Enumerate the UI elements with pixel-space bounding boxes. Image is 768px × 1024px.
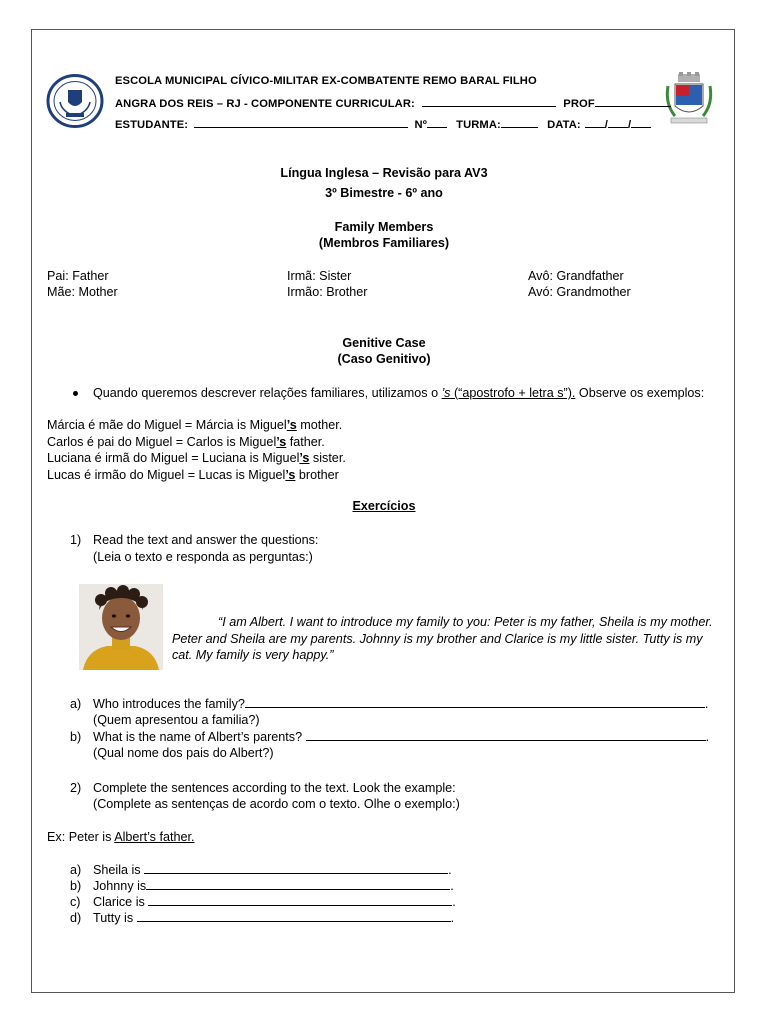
worksheet-subtitle: 3º Bimestre - 6º ano [325,186,443,200]
item-a-field[interactable] [144,863,448,874]
example-line: Márcia é mãe do Miguel = Márcia is Miguel’s mother. [47,418,343,432]
prof-label: PROF [563,98,595,110]
vocab-sister: Irmã: Sister [287,269,352,283]
item-c-field[interactable] [148,895,452,906]
item-a-label: a) [70,863,82,877]
question-b-translation: (Qual nome dos pais do Albert?) [93,746,274,760]
date-year-field[interactable] [631,117,651,128]
example-sentence: Ex: Peter is Albert’s father. [47,830,195,844]
worksheet-title: Língua Inglesa – Revisão para AV3 [280,166,488,180]
student-label: ESTUDANTE: [115,119,189,131]
item-a: Sheila is . [93,863,452,877]
item-b-field[interactable] [146,879,450,890]
question-b: What is the name of Albert’s parents? . [93,730,710,744]
item-b-label: b) [70,879,82,893]
question-1-number: 1) [70,533,82,547]
school-name: ESCOLA MUNICIPAL CÍVICO-MILITAR EX-COMBATENTE REMO BARAL FILHO [115,75,537,87]
boy-photo [79,584,163,670]
story-line: Peter and Sheila are my parents. Johnny is my brother and Clarice is my little sister. Tutty is my [172,632,703,646]
question-1-text: Read the text and answer the questions: [93,533,319,547]
item-c-label: c) [70,895,81,909]
question-a-text: Who introduces the family? [93,697,245,711]
question-a: Who introduces the family? . [93,697,709,711]
genitive-rule: Quando queremos descrever relações familiares, utilizamos o ’s (“apostrofo + letra s”). Observe os exemplos: [93,386,705,400]
date-label: DATA: [547,119,581,131]
example-line: Lucas é irmão do Miguel = Lucas is Miguel’s brother [47,468,339,482]
story-line: cat. My family is very happy.” [172,648,334,662]
vocab-mother: Mãe: Mother [47,285,118,299]
prof-field[interactable] [595,96,671,107]
vocab-brother: Irmão: Brother [287,285,368,299]
story-line: “I am Albert. I want to introduce my family to you: Peter is my father, Sheila is my mother. [218,615,713,629]
student-line: ESTUDANTE: Nº TURMA: DATA: / / [115,117,651,131]
answer-b-field[interactable] [306,730,706,741]
genitive-heading: Genitive Case [342,336,426,350]
item-d-label: d) [70,911,82,925]
date-day-field[interactable] [585,117,605,128]
item-b: Johnny is . [93,879,454,893]
question-2-number: 2) [70,781,82,795]
item-d: Tutty is . [93,911,455,925]
item-d-field[interactable] [137,911,451,922]
date-month-field[interactable] [608,117,628,128]
family-heading: Family Members [334,220,434,234]
school-seal-logo [46,74,104,128]
student-field[interactable] [194,117,408,128]
class-label: TURMA: [456,119,501,131]
genitive-subheading: (Caso Genitivo) [337,352,431,366]
vocab-grandfather: Avô: Grandfather [528,269,624,283]
item-c: Clarice is . [93,895,456,909]
question-a-label: a) [70,697,82,711]
curriculum-line [115,96,671,110]
vocab-grandmother: Avó: Grandmother [528,285,631,299]
question-1-translation: (Leia o texto e responda as perguntas:) [93,550,313,564]
class-field[interactable] [501,117,538,128]
example-line: Carlos é pai do Miguel = Carlos is Miguel’s father. [47,435,325,449]
example-line: Luciana é irmã do Miguel = Luciana is Miguel’s sister. [47,451,346,465]
question-b-text: What is the name of Albert’s parents? [93,730,306,744]
curriculum-field[interactable] [422,96,556,107]
number-label: Nº [414,119,427,131]
exercises-heading: Exercícios [352,499,416,513]
bullet-dot [73,391,78,396]
question-b-label: b) [70,730,82,744]
number-field[interactable] [427,117,447,128]
example-answer: Albert’s father. [114,830,195,844]
answer-a-field[interactable] [245,697,705,708]
city-coat-of-arms-logo [665,72,713,130]
curriculum-label: ANGRA DOS REIS – RJ - COMPONENTE CURRICULAR: [115,98,415,110]
family-subheading: (Membros Familiares) [318,236,450,250]
question-2-text: Complete the sentences according to the text. Look the example: [93,781,456,795]
question-2-translation: (Complete as sentenças de acordo com o texto. Olhe o exemplo:) [93,797,460,811]
vocab-father: Pai: Father [47,269,109,283]
question-a-translation: (Quem apresentou a familia?) [93,713,260,727]
